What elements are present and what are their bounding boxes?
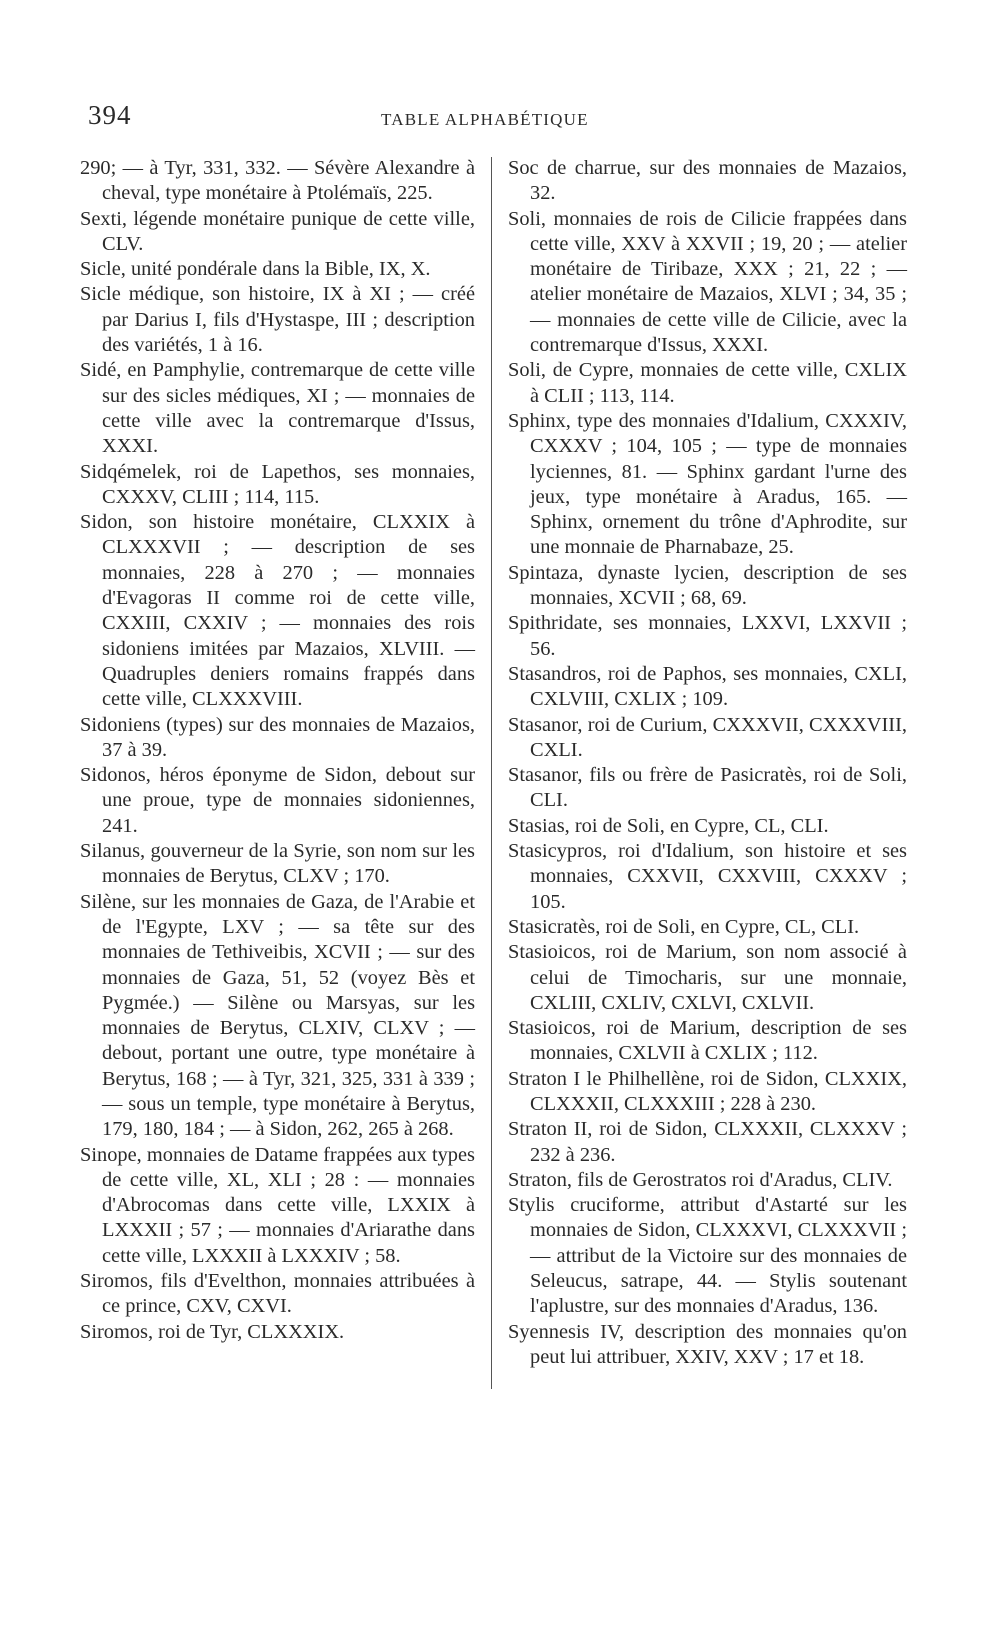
index-entry: Spithridate, ses monnaies, LXXVI, LXXVII ; 56. (508, 612, 907, 660)
index-entry: Spintaza, dynaste lycien, description de ses monnaies, XCVII ; 68, 69. (508, 561, 907, 610)
index-entry: Straton, fils de Gerostratos roi d'Aradus, CLIV. (508, 1168, 893, 1191)
index-entry: Sidoniens (types) sur des monnaies de Mazaios, 37 à 39. (80, 713, 475, 761)
index-entry: Siromos, fils d'Evelthon, monnaies attribuées à ce prince, CXV, CXVI. (80, 1270, 475, 1318)
index-entry: Soli, de Cypre, monnaies de cette ville, CXLIX à CLII ; 113, 114. (508, 359, 907, 407)
index-entry: Stasias, roi de Soli, en Cypre, CL, CLI. (508, 814, 829, 837)
index-entry: Stasioicos, roi de Marium, description de ses monnaies, CXLVII à CXLIX ; 112. (508, 1017, 907, 1065)
index-entry: Soli, monnaies de rois de Cilicie frappées dans cette ville, XXV à XXVII ; 19, 20 ; — atelier monétaire de Tiribaze, XXX ; 21, 22 ; — atelier monétaire de Mazaios, XLVI ; 34, 35 ; — monnaies de cette ville de Cilicie, avec la contremarque d'Issus, XXXI. (508, 207, 907, 357)
index-entry: Stasioicos, roi de Marium, son nom associé à celui de Timocharis, sur une monnaie, CXLIII, CXLIV, CXLVI, CXLVII. (508, 941, 907, 1014)
index-entry: Silène, sur les monnaies de Gaza, de l'Arabie et de l'Egypte, LXV ; — sa tête sur des monnaies de Tethiveibis, XCVII ; — sur des monnaies de Gaza, 51, 52 (voyez Bès et Pygmée.) — Silène ou Marsyas, sur les monnaies de Berytus, CLXIV, CLXV ; — debout, portant une outre, type monétaire à Berytus, 168 ; — à Tyr, 321, 325, 331 à 339 ; — sous un temple, type monétaire à Berytus, 179, 180, 184 ; — à Sidon, 262, 265 à 268. (80, 890, 475, 1141)
index-entry: Stylis cruciforme, attribut d'Astarté sur les monnaies de Sidon, CLXXXVI, CLXXXVII ; — attribut de la Victoire sur des monnaies de Seleucus, satrape, 44. — Stylis soutenant l'aplustre, sur des monnaies d'Aradus, 136. (508, 1194, 907, 1318)
index-entry: Sinope, monnaies de Datame frappées aux types de cette ville, XL, XLI ; 28 : — monnaies d'Abrocomas dans cette ville, LXXIX à LXXXII ; 57 ; — monnaies d'Ariarathe dans cette ville, LXXXII à LXXXIV ; 58. (80, 1143, 475, 1267)
index-entry: Sicle, unité pondérale dans la Bible, IX, X. (80, 258, 431, 281)
index-entry: Soc de charrue, sur des monnaies de Mazaios, 32. (508, 157, 907, 205)
left-column (80, 156, 475, 1345)
index-entry: Sidqémelek, roi de Lapethos, ses monnaies, CXXXV, CLIII ; 114, 115. (80, 460, 475, 508)
index-entry: Siromos, roi de Tyr, CLXXXIX. (80, 1320, 345, 1343)
index-entry: Stasandros, roi de Paphos, ses monnaies, CXLI, CXLVIII, CXLIX ; 109. (508, 662, 907, 711)
index-entry: 290; — à Tyr, 331, 332. — Sévère Alexandre à cheval, type monétaire à Ptolémaïs, 225. (80, 157, 475, 205)
index-entry: Straton I le Philhellène, roi de Sidon, CLXXIX, CLXXXII, CLXXXIII ; 228 à 230. (508, 1067, 907, 1115)
index-entry: Silanus, gouverneur de la Syrie, son nom sur les monnaies de Berytus, CLXV ; 170. (80, 840, 475, 888)
right-column (508, 156, 907, 1370)
index-entry: Stasanor, fils ou frère de Pasicratès, roi de Soli, CLI. (508, 764, 907, 812)
running-title: TABLE ALPHABÉTIQUE (381, 110, 589, 129)
index-entry: Stasicratès, roi de Soli, en Cypre, CL, CLI. (508, 915, 860, 938)
index-entry: Sidon, son histoire monétaire, CLXXIX à CLXXXVII ; — description de ses monnaies, 228 à 270 ; — monnaies d'Evagoras II comme roi de cette ville, CXXIII, CXXIV ; — monnaies des rois sidoniens imitées par Mazaios, XLVIII. — Quadruples deniers romains frappés dans cette ville, CLXXXVIII. (80, 511, 475, 711)
index-entry: Sexti, légende monétaire punique de cette ville, CLV. (80, 207, 475, 255)
index-entry: Sidonos, héros éponyme de Sidon, debout sur une proue, type de monnaies sidoniennes, 241. (80, 764, 475, 837)
index-entry: Syennesis IV, description des monnaies qu'on peut lui attribuer, XXIV, XXV ; 17 et 18. (508, 1320, 907, 1368)
index-entry: Stasanor, roi de Curium, CXXXVII, CXXXVIII, CXLI. (508, 713, 907, 761)
column-divider (491, 157, 492, 1389)
index-entry: Sicle médique, son histoire, IX à XI ; — créé par Darius I, fils d'Hystaspe, III ; description des variétés, 1 à 16. (80, 283, 475, 357)
index-entry: Stasicypros, roi d'Idalium, son histoire et ses monnaies, CXXVII, CXXVIII, CXXXV ; 105. (508, 840, 907, 913)
index-entry: Straton II, roi de Sidon, CLXXXII, CLXXXV ; 232 à 236. (508, 1118, 907, 1166)
page-number: 394 (88, 100, 132, 130)
index-entry: Sphinx, type des monnaies d'Idalium, CXXXIV, CXXXV ; 104, 105 ; — type de monnaies lyciennes, 81. — Sphinx gardant l'urne des jeux, type monétaire à Aradus, 165. — Sphinx, ornement du trône d'Aphrodite, sur une monnaie de Pharnabaze, 25. (508, 409, 907, 559)
index-entry: Sidé, en Pamphylie, contremarque de cette ville sur des sicles médiques, XI ; — monnaies de cette ville avec la contremarque d'Issus, XXXI. (80, 359, 475, 458)
